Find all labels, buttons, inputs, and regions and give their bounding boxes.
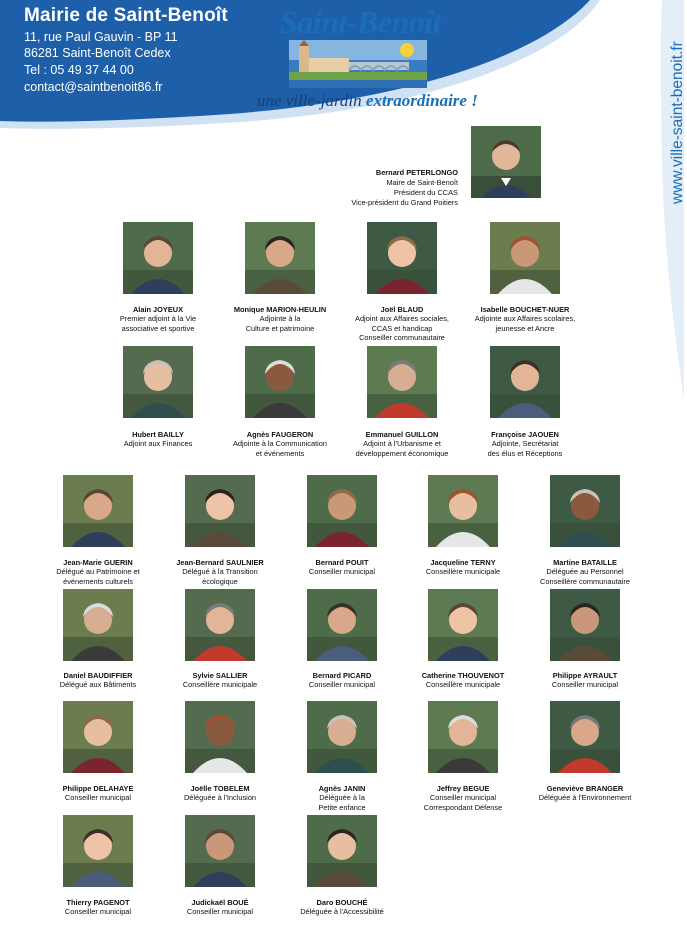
member-name: Daniel BAUDIFFIER <box>63 671 133 680</box>
member-role: Conseiller municipal <box>308 567 376 577</box>
member-role: Adjointe à la Communication <box>232 439 328 449</box>
brand-title: Saint-Benoît <box>280 4 442 40</box>
tagline-start: une ville-jardin <box>257 91 366 110</box>
member-role: Déléguée au Personnel <box>546 567 624 577</box>
member-role: jeunesse et Ancre <box>495 323 555 333</box>
member-caption <box>277 558 407 577</box>
member-caption <box>33 784 163 803</box>
member-photo <box>63 815 133 887</box>
member-role: Délégué au Patrimoine et <box>56 567 140 577</box>
member-name: Jean-Marie GUERIN <box>63 558 133 567</box>
member-name: Agnès FAUGERON <box>246 430 314 439</box>
address-line-2: 86281 Saint-Benoît Cedex <box>24 46 171 60</box>
mayor-name: Bernard PETERLONGO <box>375 168 458 177</box>
mairie-name: Mairie de Saint-Benoît <box>24 5 228 26</box>
member-caption <box>155 671 285 690</box>
member-role: Conseillère municipale <box>425 680 501 690</box>
phone-number: Tel : 05 49 37 44 00 <box>24 63 134 77</box>
member-photo <box>245 346 315 418</box>
member-name: Thierry PAGENOT <box>66 898 130 907</box>
member-name: Jean-Bernard SAULNIER <box>176 558 264 567</box>
member-role: Correspondant Défense <box>423 802 503 812</box>
member-name: Martine BATAILLE <box>553 558 617 567</box>
member-photo <box>185 475 255 547</box>
member-photo <box>307 701 377 773</box>
member-role: Conseillère communautaire <box>540 576 630 586</box>
member-caption <box>33 558 163 586</box>
member-photo <box>123 346 193 418</box>
member-photo <box>307 815 377 887</box>
member-role: Conseillère municipale <box>425 567 501 577</box>
member-role: Adjoint à l'Urbanisme et <box>363 439 441 449</box>
member-role: développement économique <box>355 448 449 458</box>
member-name: Philippe DELAHAYE <box>62 784 134 793</box>
member-role: et événements <box>255 448 305 458</box>
member-caption <box>33 898 163 917</box>
member-caption <box>277 671 407 690</box>
member-photo <box>63 589 133 661</box>
member-role: Conseiller municipal <box>64 793 132 803</box>
member-name: Catherine THOUVENOT <box>421 671 505 680</box>
member-photo <box>185 815 255 887</box>
member-name: Jacqueline TERNY <box>430 558 496 567</box>
mayor-role: Président du CCAS <box>393 188 458 197</box>
member-photo <box>428 475 498 547</box>
member-photo <box>245 222 315 294</box>
page-header <box>0 0 684 140</box>
brand-tagline <box>257 91 478 111</box>
member-name: Daro BOUCHÉ <box>316 898 368 907</box>
member-photo <box>185 701 255 773</box>
member-role: des élus et Réceptions <box>487 448 563 458</box>
member-photo <box>428 589 498 661</box>
member-caption <box>93 305 223 333</box>
member-caption <box>460 430 590 458</box>
member-role: Déléguée à l'Inclusion <box>183 793 257 803</box>
member-caption <box>520 558 650 586</box>
member-name: Hubert BAILLY <box>132 430 184 439</box>
member-role: Petite enfance <box>318 802 366 812</box>
member-photo <box>550 475 620 547</box>
member-caption <box>155 784 285 803</box>
member-photo <box>367 222 437 294</box>
member-caption <box>520 671 650 690</box>
member-role: Culture et patrimoine <box>245 323 315 333</box>
member-photo <box>123 222 193 294</box>
member-role: Conseiller communautaire <box>359 332 445 342</box>
member-photo <box>550 589 620 661</box>
member-caption <box>520 784 650 803</box>
member-photo <box>550 701 620 773</box>
member-role: Conseiller municipal <box>186 907 254 917</box>
member-caption <box>155 898 285 917</box>
member-caption <box>337 305 467 342</box>
member-caption <box>398 558 528 577</box>
member-name: Agnès JANIN <box>318 784 366 793</box>
member-role: Conseiller municipal <box>429 793 497 803</box>
member-caption <box>460 305 590 333</box>
member-role: Premier adjoint à la Vie <box>119 314 197 324</box>
member-name: Alain JOYEUX <box>132 305 184 314</box>
member-photo <box>307 589 377 661</box>
mayor-role: Maire de Saint-Benoît <box>386 178 458 187</box>
member-role: CCAS et handicap <box>371 323 433 333</box>
member-role: Déléguée à l'Environnement <box>538 793 632 803</box>
member-photo <box>490 222 560 294</box>
member-photo <box>428 701 498 773</box>
member-role: Conseillère municipale <box>182 680 258 690</box>
member-photo <box>63 475 133 547</box>
member-role: Déléguée à l'Accessibilité <box>300 907 384 917</box>
member-role: Adjointe aux Affaires scolaires, <box>474 314 576 324</box>
member-caption <box>215 430 345 458</box>
member-name: Philippe AYRAULT <box>552 671 618 680</box>
member-caption <box>215 305 345 333</box>
member-role: Conseiller municipal <box>64 907 132 917</box>
member-role: Délégué aux Bâtiments <box>59 680 137 690</box>
member-name: Joëlle TOBELEM <box>190 784 250 793</box>
member-photo <box>307 475 377 547</box>
member-name: Joël BLAUD <box>380 305 424 314</box>
mayor-role: Vice-président du Grand Poitiers <box>351 198 458 207</box>
website-url-text[interactable]: www.ville-saint-benoit.fr <box>669 41 686 204</box>
member-role: Conseiller municipal <box>308 680 376 690</box>
member-role: associative et sportive <box>121 323 195 333</box>
member-role: événements culturels <box>63 576 133 586</box>
member-name: Françoise JAOUEN <box>491 430 559 439</box>
mayor-caption <box>330 168 458 208</box>
member-caption <box>277 784 407 812</box>
member-role: Délégué à la Transition <box>182 567 258 577</box>
member-name: Bernard POUIT <box>315 558 369 567</box>
member-caption <box>33 671 163 690</box>
member-caption <box>277 898 407 917</box>
address-line-1: 11, rue Paul Gauvin - BP 11 <box>24 30 178 44</box>
website-url[interactable] <box>664 0 684 230</box>
member-name: Sylvie SALLIER <box>192 671 248 680</box>
member-role: Conseiller municipal <box>551 680 619 690</box>
mayor-photo <box>471 126 541 198</box>
tagline-emphasis: extraordinaire ! <box>365 91 478 110</box>
member-photo <box>367 346 437 418</box>
email-address[interactable]: contact@saintbenoit86.fr <box>24 80 163 94</box>
member-caption <box>398 671 528 690</box>
member-photo <box>185 589 255 661</box>
member-name: Emmanuel GUILLON <box>365 430 439 439</box>
member-name: Judickaël BOUÉ <box>191 898 249 907</box>
member-name: Geneviève BRANGER <box>546 784 624 793</box>
member-role: Adjointe, Secrétariat <box>491 439 559 449</box>
member-caption <box>398 784 528 812</box>
town-logo-image <box>289 40 427 88</box>
member-role: Déléguée à la <box>319 793 365 803</box>
member-role: Adjoint aux Finances <box>123 439 193 449</box>
member-name: Monique MARION-HEULIN <box>233 305 327 314</box>
member-role: Adjoint aux Affaires sociales, <box>355 314 449 324</box>
member-caption <box>93 430 223 449</box>
member-caption <box>337 430 467 458</box>
member-role: écologique <box>202 576 238 586</box>
member-photo <box>490 346 560 418</box>
member-caption <box>155 558 285 586</box>
member-photo <box>63 701 133 773</box>
member-name: Jeffrey BEGUE <box>436 784 490 793</box>
member-name: Isabelle BOUCHET-NUER <box>480 305 570 314</box>
member-name: Bernard PICARD <box>312 671 372 680</box>
member-role: Adjointe à la <box>259 314 301 324</box>
